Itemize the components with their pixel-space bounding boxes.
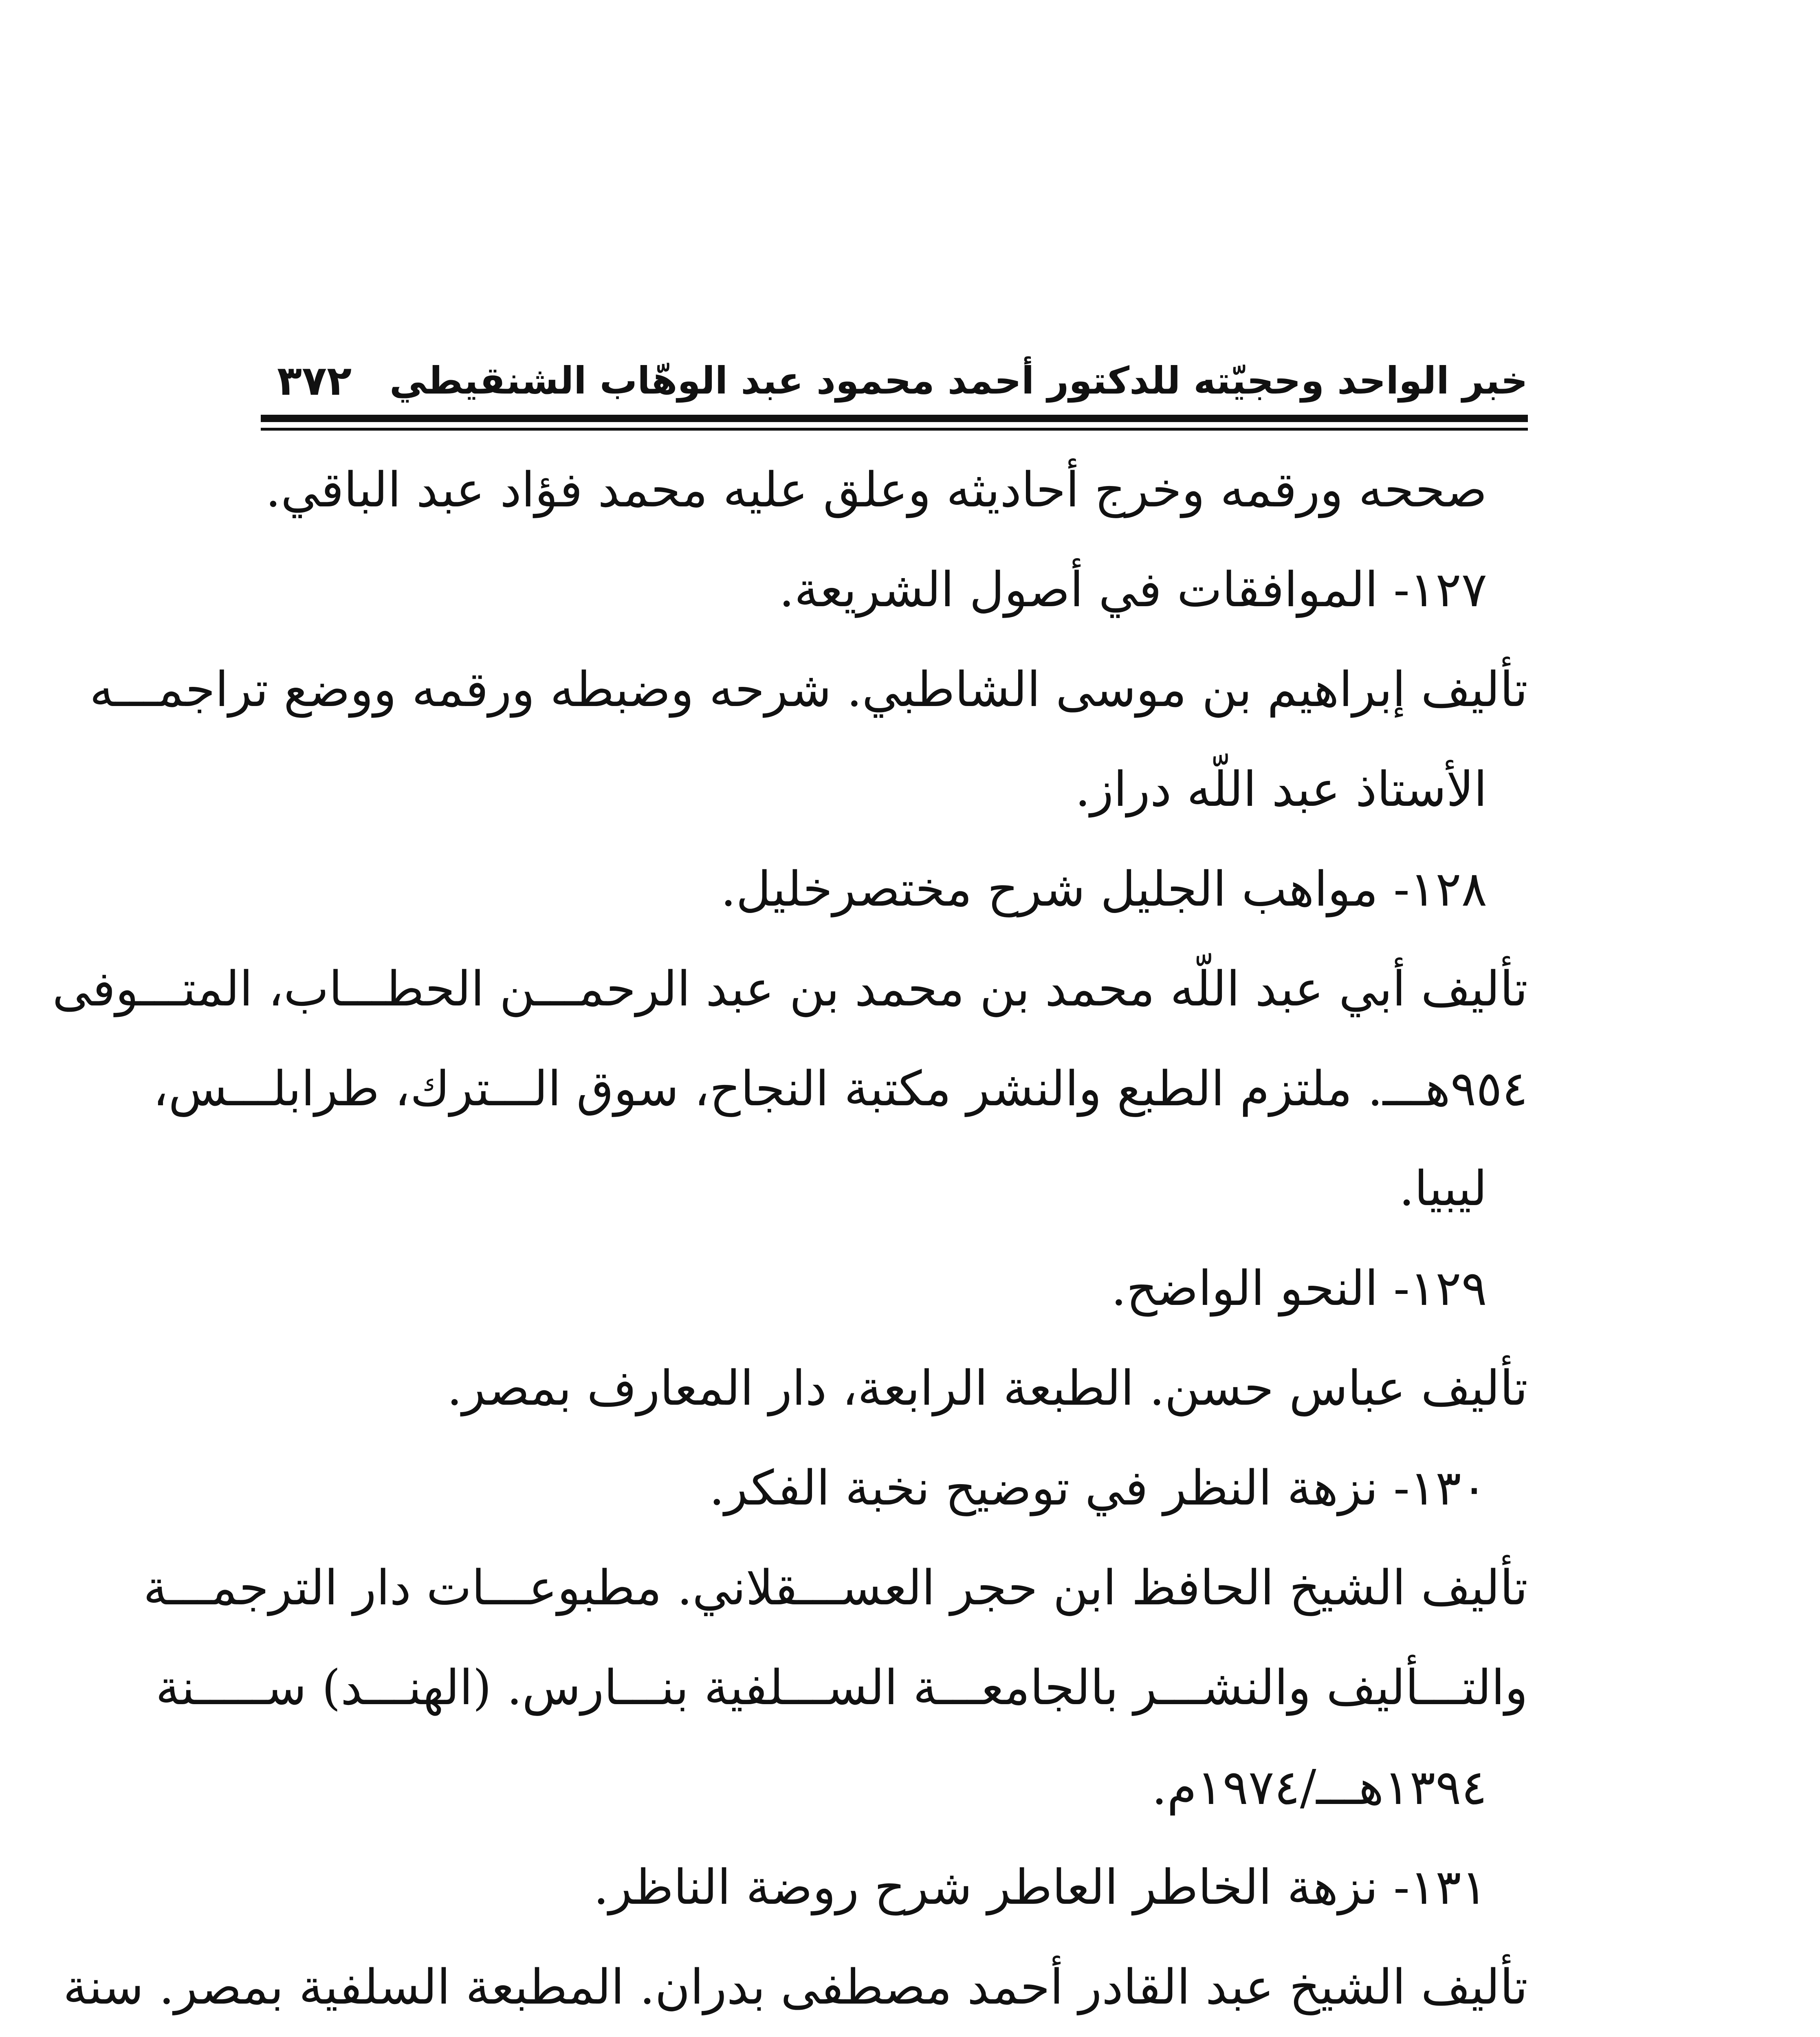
entry-detail-line: الأستاذ عبد اللّه دراز. (1075, 761, 1487, 817)
header-title: خبر الواحد وحجيّته للدكتور أحمد محمود عبد الوهّاب الشنقيطي (389, 359, 1528, 403)
entry-detail-line: ٩٥٤هـــ. ملتزم الطبع والنشر مكتبة النجاح، سوق الـــترك، طرابلـــس، (153, 1060, 1528, 1117)
entry-title-127: ١٢٧- الموافقات في أصول الشريعة. (779, 561, 1487, 618)
entry-detail-line: تأليف عباس حسن. الطبعة الرابعة، دار المعارف بمصر. (447, 1360, 1528, 1416)
header-rule-thick (261, 415, 1528, 422)
entry-detail-line: تأليف أبي عبد اللّه محمد بن محمد بن عبد الرحمـــن الحطـــاب، المتـــوفى (52, 961, 1528, 1017)
running-header (261, 350, 1528, 411)
page-number: ٣٧٢ (277, 357, 352, 405)
entry-detail-line: تأليف الشيخ عبد القادر أحمد مصطفى بدران. المطبعة السلفية بمصر. سنة (63, 1959, 1528, 2015)
entry-detail-line: تأليف إبراهيم بن موسى الشاطبي. شرحه وضبطه ورقمه ووضع تراجمـــه (89, 661, 1528, 717)
entry-detail-line: والتـــأليف والنشـــر بالجامعـــة الســـلفية بنـــارس. (الهنـــد) ســـــنة (155, 1659, 1528, 1716)
entry-detail-line: ليبيا. (1399, 1160, 1487, 1216)
entry-detail-line: ١٣٩٤هـــ/١٩٧٤م. (1151, 1759, 1487, 1815)
entry-title-129: ١٢٩- النحو الواضح. (1111, 1260, 1487, 1316)
entry-title-128: ١٢٨- مواهب الجليل شرح مختصرخليل. (720, 861, 1487, 917)
entry-detail-line: تأليف الشيخ الحافظ ابن حجر العســـقلاني. مطبوعـــات دار الترجمـــة (143, 1560, 1528, 1616)
entry-title-131: ١٣١- نزهة الخاطر العاطر شرح روضة الناظر. (593, 1859, 1487, 1915)
entry-continuation-line: صححه ورقمه وخرج أحاديثه وعلق عليه محمد فؤاد عبد الباقي. (265, 462, 1487, 518)
header-rule-thin (261, 428, 1528, 431)
entry-title-130: ١٣٠- نزهة النظر في توضيح نخبة الفكر. (709, 1460, 1487, 1516)
bibliography-body (52, 440, 1528, 2037)
